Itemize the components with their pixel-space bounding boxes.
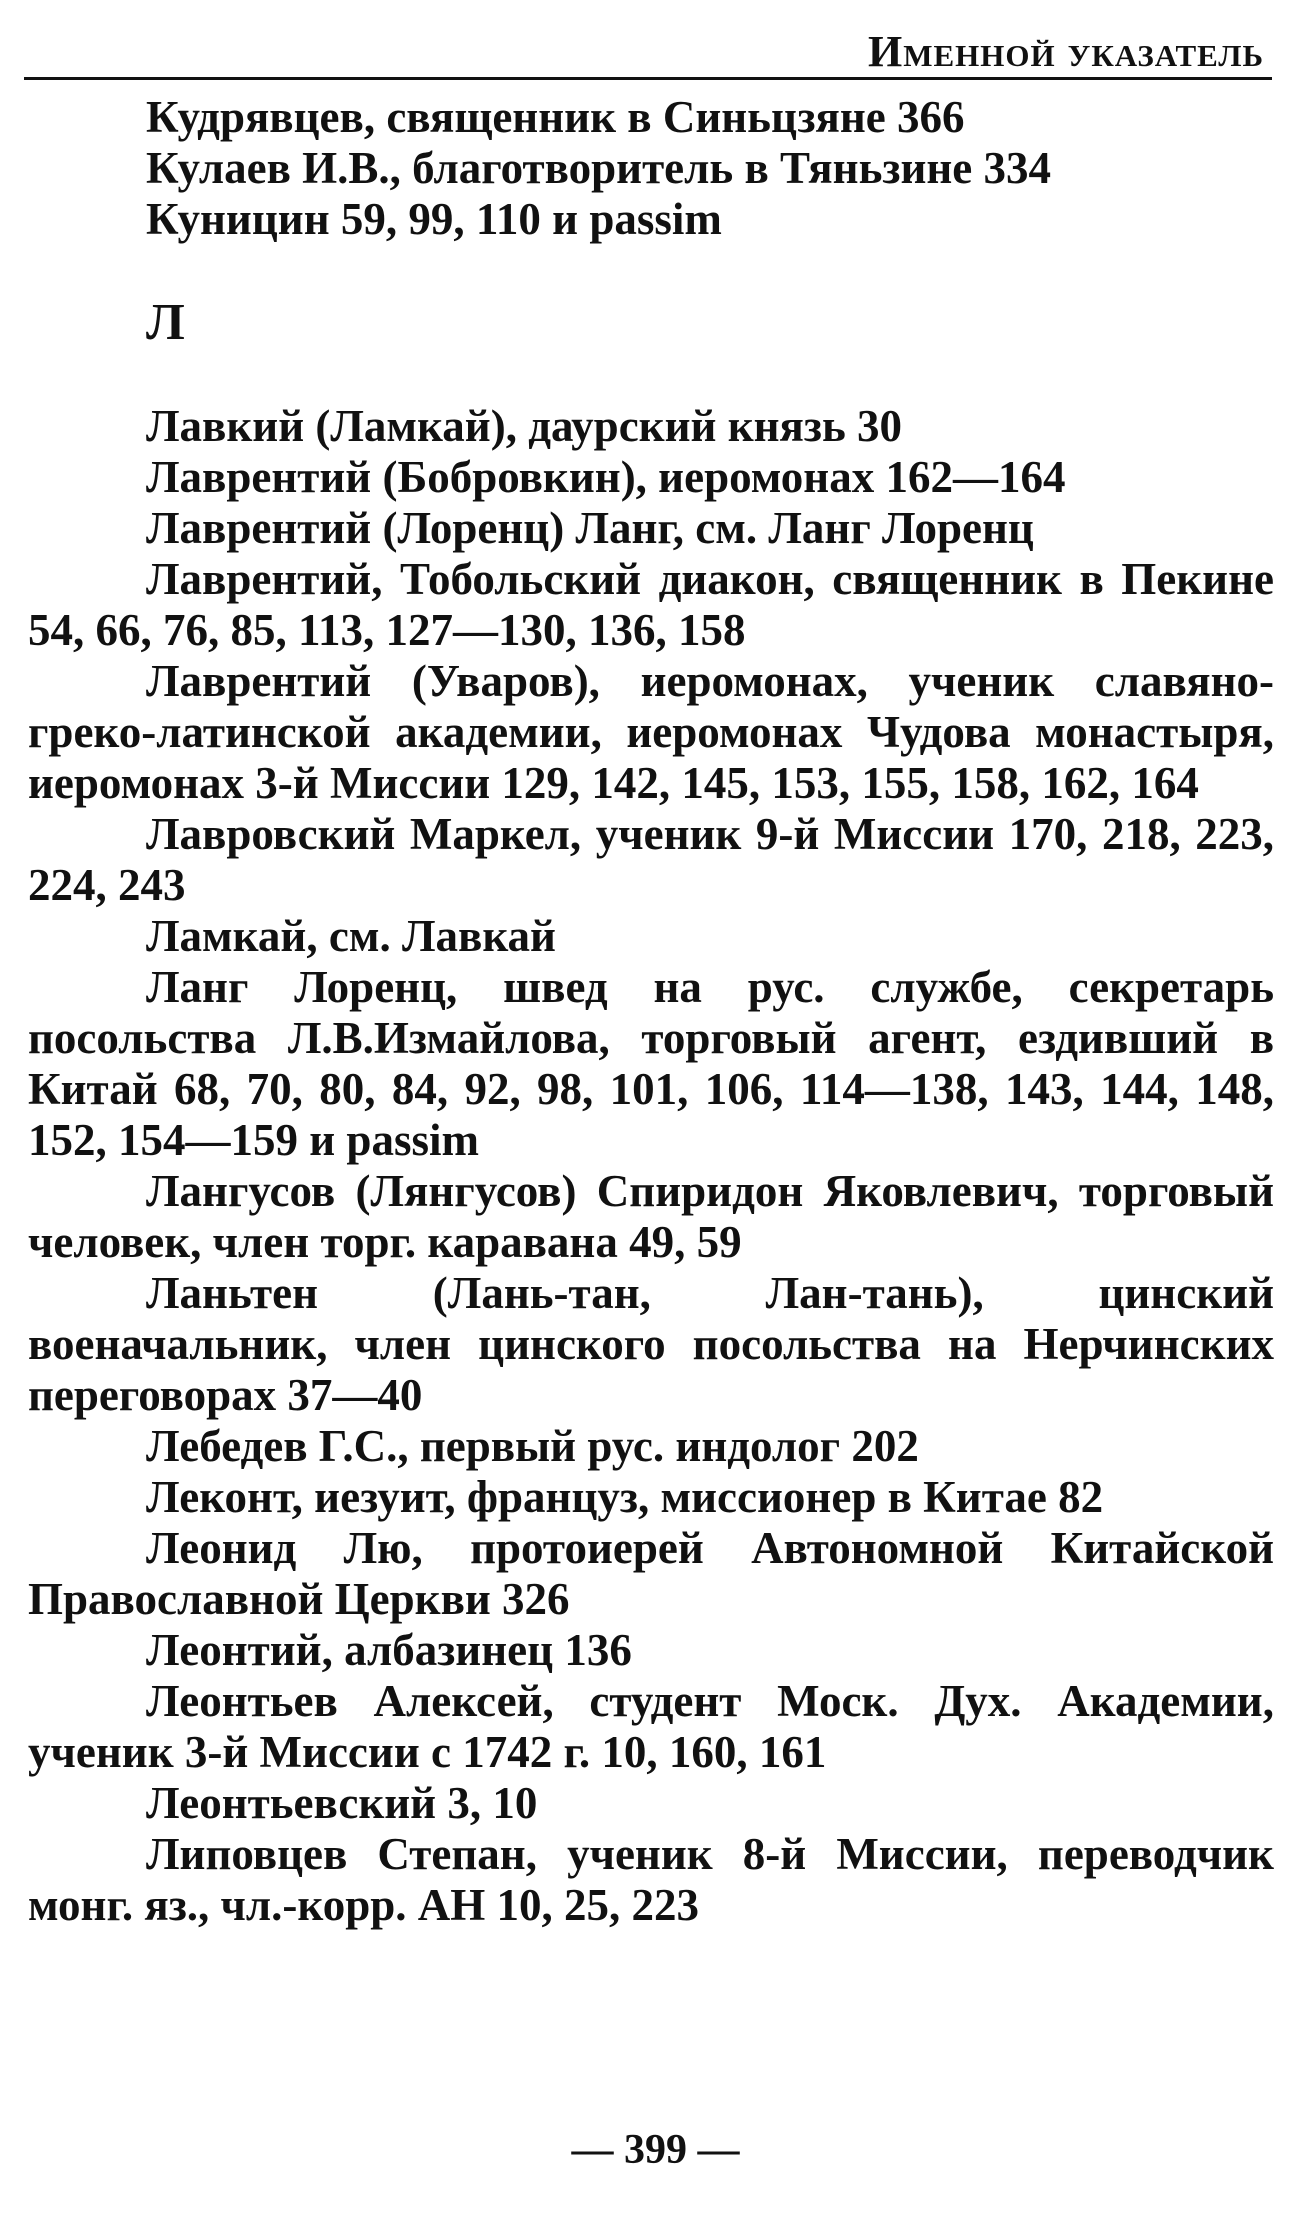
index-entry: Лаврентий (Лоренц) Ланг, см. Ланг Лоренц — [146, 503, 1034, 553]
index-entry: Липовцев Степан, ученик 8-й Миссии, переводчик монг. яз., чл.-корр. АН 10, 25, 223 — [28, 1829, 1274, 1930]
index-entry: Леонтьевский 3, 10 — [146, 1778, 538, 1828]
index-entry: Леонид Лю, протоиерей Автономной Китайской Православной Церкви 326 — [28, 1523, 1274, 1624]
index-entry: Ланьтен (Лань-тан, Лан-тань), цинский военачальник, член цинского посольства на Нерчинских переговорах 37—40 — [28, 1268, 1274, 1420]
index-entry: Лаврентий (Бобровкин), иеромонах 162—164 — [146, 452, 1066, 502]
page-number: — 399 — — [571, 2127, 740, 2173]
index-entry: Лангусов (Лянгусов) Спиридон Яковлевич, торговый человек, член торг. каравана 49, 59 — [28, 1166, 1274, 1267]
index-entry: Леконт, иезуит, француз, миссионер в Китае 82 — [146, 1472, 1104, 1522]
index-entry: Леонтьев Алексей, студент Моск. Дух. Академии, ученик 3-й Миссии с 1742 г. 10, 160, 161 — [28, 1676, 1274, 1777]
running-title: Именной указатель — [867, 27, 1264, 76]
index-entry: Лаврентий, Тобольский диакон, священник в Пекине 54, 66, 76, 85, 113, 127—130, 136, 158 — [28, 554, 1274, 655]
index-entry: Ламкай, см. Лавкай — [146, 911, 556, 961]
index-entry: Лебедев Г.С., первый рус. индолог 202 — [146, 1421, 919, 1471]
index-body — [28, 92, 1274, 1931]
index-entry: Лавровский Маркел, ученик 9-й Миссии 170, 218, 223, 224, 243 — [28, 809, 1274, 910]
index-entry: Кулаев И.В., благотворитель в Тяньзине 334 — [146, 143, 1052, 193]
index-entry: Кудрявцев, священник в Синьцзяне 366 — [146, 92, 965, 142]
index-entry: Лаврентий (Уваров), иеромонах, ученик славяно-греко-латинской академии, иеромонах Чудова монастыря, иеромонах 3-й Миссии 129, 142, 145, 153, 155, 158, 162, 164 — [28, 656, 1274, 808]
section-letter: Л — [146, 294, 185, 351]
index-entry: Ланг Лоренц, швед на рус. службе, секретарь посольства Л.В.Измайлова, торговый агент, ездивший в Китай 68, 70, 80, 84, 92, 98, 101, 106, 114—138, 143, 144, 148, 152, 154—159 и passim — [28, 962, 1274, 1165]
index-entry: Леонтий, албазинец 136 — [146, 1625, 632, 1675]
index-entry: Лавкий (Ламкай), даурский князь 30 — [146, 401, 903, 451]
index-entry: Куницин 59, 99, 110 и passim — [146, 194, 722, 244]
running-head — [24, 26, 1272, 80]
